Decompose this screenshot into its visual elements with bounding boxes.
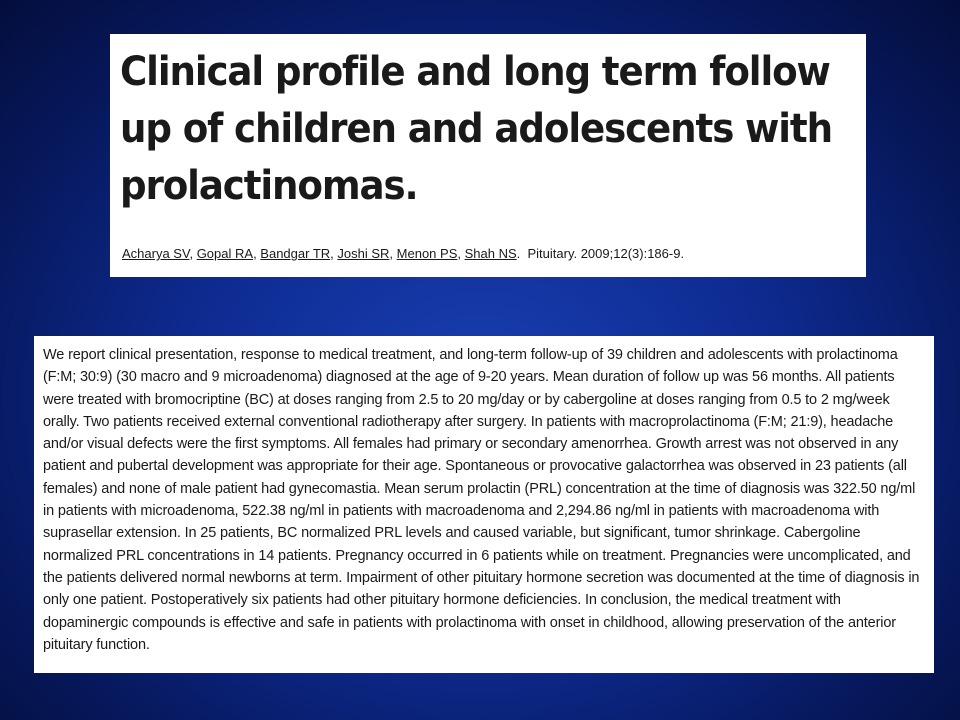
abstract-panel bbox=[34, 336, 934, 673]
author-link[interactable]: Acharya SV bbox=[122, 246, 190, 261]
author-link[interactable]: Shah NS bbox=[464, 246, 517, 261]
author-link[interactable]: Bandgar TR bbox=[260, 246, 331, 261]
author-link[interactable]: Gopal RA bbox=[196, 246, 254, 261]
author-link[interactable]: Menon PS bbox=[396, 246, 458, 261]
title-panel bbox=[110, 34, 866, 277]
author-link[interactable]: Joshi SR bbox=[337, 246, 390, 261]
citation: Acharya SV, Gopal RA, Bandgar TR, Joshi SR, Menon PS, Shah NS. Pituitary. 2009;12(3):186-9. bbox=[122, 246, 685, 261]
abstract-text: We report clinical presentation, response to medical treatment, and long-term follow-up of 39 children and adolescents with prolactinoma (F:M; 30:9) (30 macro and 9 microadenoma) diagnosed at the age of 9-20 years. Mean duration of follow up was 56 months. All patients were treated with bromocriptine (BC) at doses ranging from 2.5 to 20 mg/day or by cabergoline at doses ranging from 0.5 to 2 mg/week orally. Two patients received external conventional radiotherapy after surgery. In patients with macroprolactinoma (F:M; 21:9), headache and/or visual defects were the first symptoms. All females had primary or secondary amenorrhea. Growth arrest was not observed in any patient and pubertal development was appropriate for their age. Spontaneous or provocative galactorrhea was observed in 23 patients (all females) and none of male patient had gynecomastia. Mean serum prolactin (PRL) concentration at the time of diagnosis was 322.50 ng/ml in patients with microadenoma, 522.38 ng/ml in patients with macroadenoma and 2,294.86 ng/ml in patients with macroadenoma with suprasellar extension. In 25 patients, BC normalized PRL levels and caused variable, but significant, tumor shrinkage. Cabergoline normalized PRL concentrations in 14 patients. Pregnancy occurred in 6 patients while on treatment. Pregnancies were uncomplicated, and the patients delivered normal newborns at term. Impairment of other pituitary hormone secretion was documented at the time of diagnosis in only one patient. Postoperatively six patients had other pituitary hormone deficiencies. In conclusion, the medical treatment with dopaminergic compounds is effective and safe in patients with prolactinoma with onset in childhood, allowing preservation of the anterior pituitary function. bbox=[43, 347, 920, 653]
paper-title: Clinical profile and long term follow up of children and adolescents with prolactinomas. bbox=[120, 49, 832, 209]
journal-reference: Pituitary. 2009;12(3):186-9. bbox=[527, 246, 685, 261]
